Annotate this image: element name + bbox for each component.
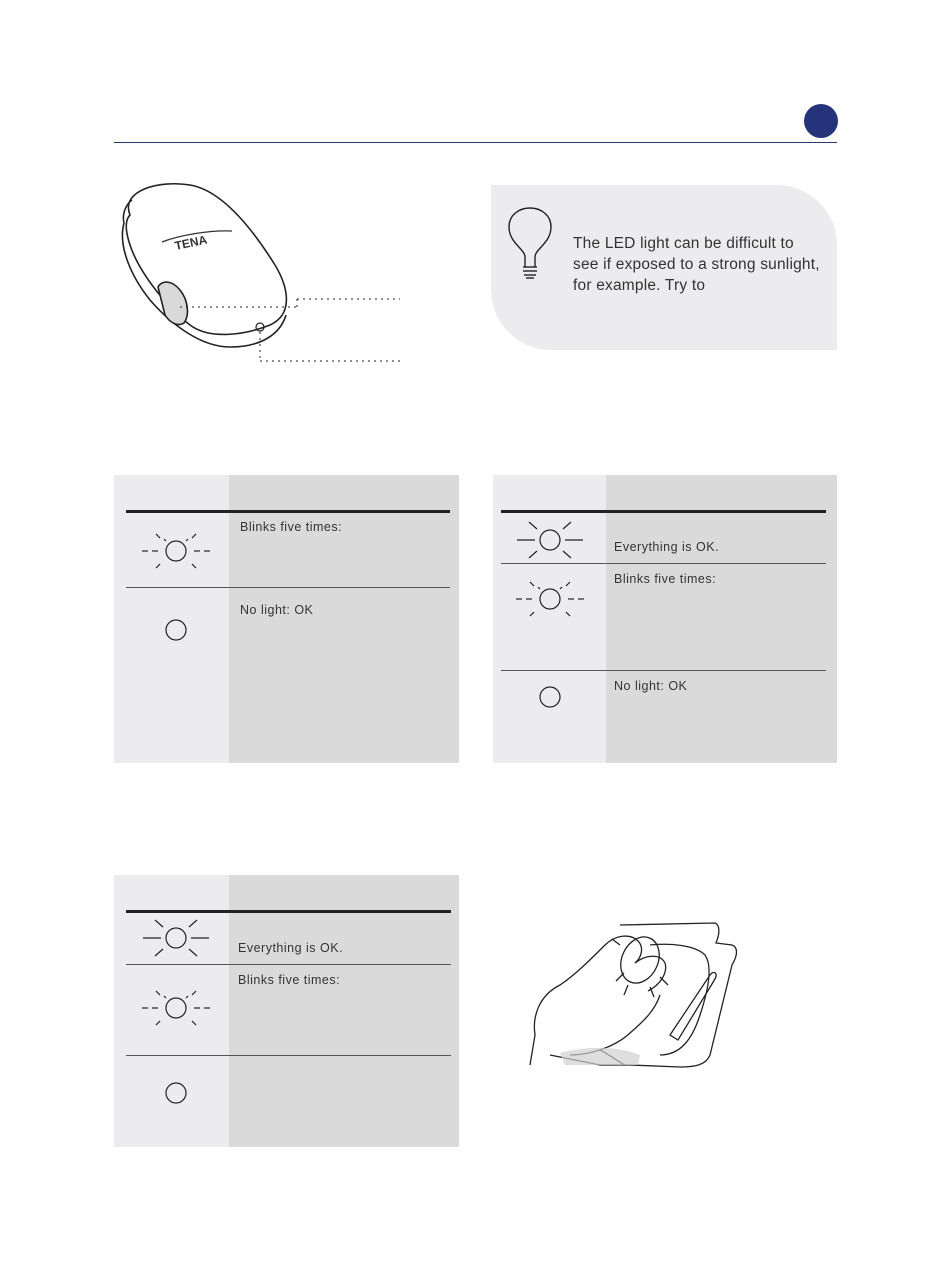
led-panel-b — [493, 475, 837, 763]
row-text: No light: OK — [614, 679, 688, 693]
page-badge — [804, 104, 838, 138]
tip-text: The LED light can be difficult to see if exposed to a strong sunlight, for example. Try to — [573, 235, 820, 294]
row-text: Everything is OK. — [614, 540, 720, 554]
led-off-icon — [165, 619, 187, 641]
led-panel-c — [114, 875, 459, 1147]
device-illustration — [110, 175, 420, 375]
tip-box — [491, 185, 837, 350]
svg-text:TENA: TENA — [173, 232, 209, 254]
header-rule — [114, 142, 837, 143]
row-text: No light: OK — [240, 603, 314, 617]
led-blink-icon — [142, 530, 210, 572]
row-text: Blinks five times: — [614, 572, 717, 586]
led-off-icon — [165, 1082, 187, 1104]
row-text: Blinks five times: — [238, 973, 341, 987]
led-blink-icon — [516, 578, 584, 620]
lightbulb-icon — [505, 205, 555, 281]
led-on-icon — [143, 920, 209, 956]
led-panel-a — [114, 475, 459, 763]
led-on-icon — [517, 522, 583, 558]
row-text: Blinks five times: — [240, 520, 343, 534]
led-off-icon — [539, 686, 561, 708]
row-text: Everything is OK. — [238, 941, 344, 955]
tena-logo — [162, 231, 232, 253]
hand-illustration — [520, 915, 750, 1075]
led-blink-icon — [142, 987, 210, 1029]
